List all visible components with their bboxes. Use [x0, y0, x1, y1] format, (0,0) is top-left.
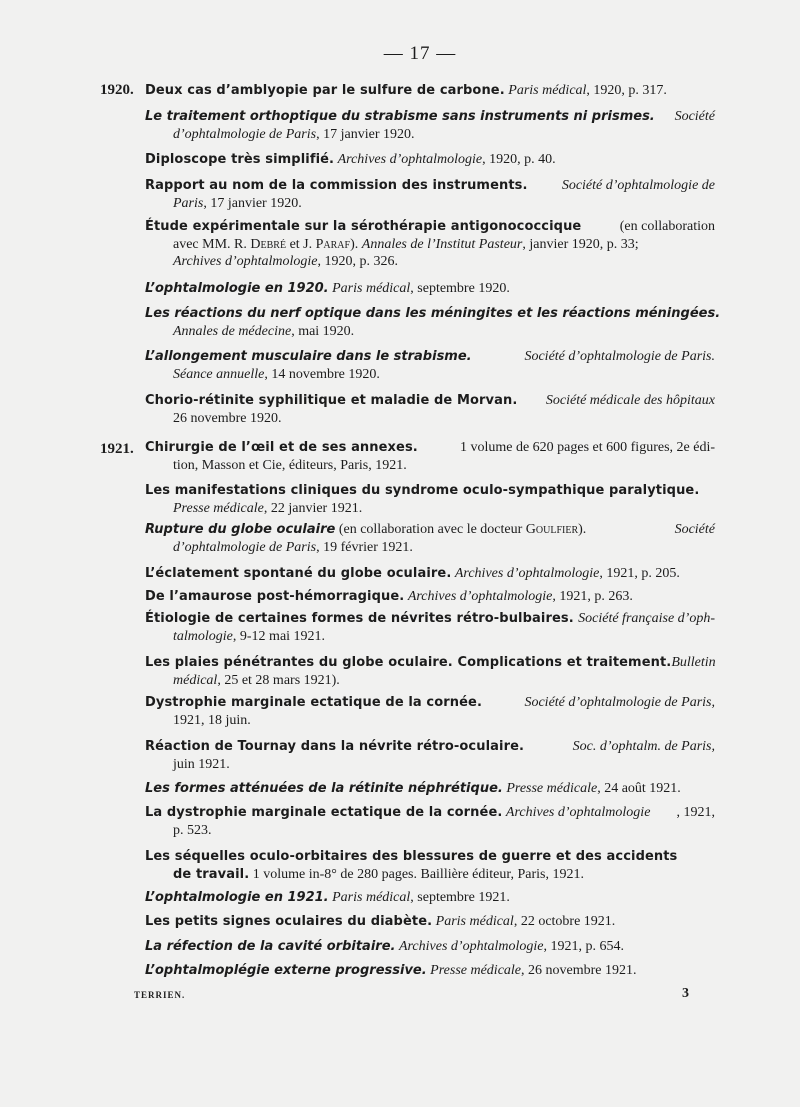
citation-detail: , 1920, p. 326.	[317, 254, 399, 269]
entry-title: L’allongement musculaire dans le strabisme.	[145, 349, 472, 364]
entry-title: Les séquelles oculo-orbitaires des blessures de guerre et des accidents	[145, 849, 678, 864]
journal-name: talmologie	[173, 628, 233, 644]
journal-name: Paris médical	[332, 281, 411, 296]
citation-detail: p. 523.	[173, 822, 212, 838]
journal-name: Presse médicale	[506, 781, 598, 796]
journal-name: Paris médical	[332, 890, 411, 905]
bib-entry	[145, 82, 715, 100]
bib-entry	[145, 938, 715, 956]
journal-name: Société	[674, 522, 715, 537]
bib-entry	[145, 738, 715, 773]
citation-detail: juin 1921.	[173, 756, 230, 772]
bib-entry	[145, 177, 715, 212]
citation-detail: , 1921, p. 654.	[543, 939, 624, 954]
entry-title: Les manifestations cliniques du syndrome oculo-sympathique paralytique.	[145, 483, 700, 498]
journal-name: médical	[173, 672, 218, 688]
citation-detail: , 26 novembre 1921.	[521, 963, 637, 978]
entry-title: Étiologie de certaines formes de névrites rétro-bulbaires.	[145, 611, 574, 626]
bib-entry	[145, 151, 715, 169]
citation-detail: , septembre 1921.	[410, 890, 510, 905]
bib-entry	[145, 962, 715, 980]
year-1920: 1920.	[100, 82, 134, 98]
citation-detail: , 25 et 28 mars 1921).	[217, 672, 340, 688]
entry-title: Les plaies pénétrantes du globe oculaire. Complications et traitement.	[145, 655, 672, 670]
sheet-signature: 3	[682, 986, 689, 1001]
journal-name: Paris médical	[508, 83, 587, 98]
citation-detail: , 14 novembre 1920.	[264, 366, 380, 382]
entry-title: Réaction de Tournay dans la névrite rétro-oculaire.	[145, 739, 525, 754]
citation-detail: , 9-12 mai 1921.	[232, 628, 326, 644]
entry-title: L’ophtalmologie en 1921.	[145, 890, 329, 905]
citation-detail: , mai 1920.	[291, 323, 355, 339]
entry-title: Dystrophie marginale ectatique de la cornée.	[145, 695, 482, 710]
citation-text: (en collaboration avec le docteur	[335, 522, 526, 537]
citation-detail: 1 volume in-8° de 280 pages. Baillière éditeur, Paris, 1921.	[249, 866, 584, 882]
entry-title: L’ophtalmoplégie externe progressive.	[145, 963, 427, 978]
citation-detail: , 19 février 1921.	[316, 539, 413, 555]
citation-detail: , janvier 1920, p. 33;	[522, 236, 639, 252]
journal-name: Archives d’ophtalmologie	[173, 254, 318, 269]
journal-name: Soc. d’ophtalm. de Paris,	[572, 739, 715, 754]
bib-entry	[145, 804, 715, 839]
entry-title: Deux cas d’amblyopie par le sulfure de carbone.	[145, 83, 505, 98]
entry-title: Les réactions du nerf optique dans les méningites et les réactions méningées.	[145, 306, 721, 321]
bib-entry	[145, 780, 715, 798]
citation-detail: , 1921, p. 205.	[599, 566, 680, 581]
bib-entry	[145, 392, 715, 427]
year-1921: 1921.	[100, 441, 134, 457]
entry-title: Étude expérimentale sur la sérothérapie antigonococcique	[145, 219, 582, 234]
bib-entry	[145, 889, 715, 907]
citation-text: ).	[578, 522, 587, 537]
citation-text: ).	[350, 236, 362, 252]
citation-text: et J.	[286, 236, 316, 252]
coauthor-name: Debré	[250, 236, 287, 252]
entry-title: de travail.	[173, 866, 250, 882]
journal-name: Société d’ophtalmologie de	[561, 178, 715, 193]
journal-name: Société	[674, 109, 715, 124]
entry-title: La dystrophie marginale ectatique de la cornée.	[145, 805, 503, 820]
journal-name: Société française d’oph-	[578, 611, 715, 626]
entry-title: Chirurgie de l’œil et de ses annexes.	[145, 440, 418, 455]
journal-name: Société d’ophtalmologie de Paris.	[524, 349, 715, 364]
citation-detail: 26 novembre 1920.	[173, 410, 282, 426]
author-signature: TERRIEN.	[134, 990, 186, 1000]
entry-title: Rupture du globe oculaire	[145, 522, 336, 537]
journal-name: Paris	[173, 195, 204, 211]
bib-entry	[145, 588, 715, 606]
entry-title: Le traitement orthoptique du strabisme sans instruments ni prismes.	[145, 109, 655, 124]
journal-name: Archives d’ophtalmologie	[398, 939, 544, 954]
citation-detail: , 17 janvier 1920.	[316, 126, 415, 142]
citation-detail: , 24 août 1921.	[597, 781, 681, 796]
citation-detail: , 1921,	[676, 805, 715, 820]
journal-name: d’ophtalmologie de Paris	[173, 539, 317, 555]
citation-detail: , 1921, p. 263.	[552, 589, 633, 604]
journal-name: Presse médicale	[430, 963, 522, 978]
citation-detail: (en collaboration	[619, 219, 715, 234]
journal-name: Archives d’ophtalmologie	[337, 152, 483, 167]
bib-entry	[145, 482, 715, 517]
citation-detail: , 1920, p. 317.	[586, 83, 667, 98]
journal-name: Archives d’ophtalmologie	[407, 589, 553, 604]
bib-entry	[145, 565, 715, 583]
bib-entry	[145, 694, 715, 729]
journal-name: Archives d’ophtalmologie	[454, 566, 600, 581]
entry-title: Chorio-rétinite syphilitique et maladie de Morvan.	[145, 393, 518, 408]
citation-detail: , 22 janvier 1921.	[263, 500, 363, 516]
bib-entry	[145, 305, 721, 340]
journal-name: Société d’ophtalmologie de Paris,	[524, 695, 715, 710]
journal-name: Paris médical	[435, 914, 514, 929]
citation-detail: tion, Masson et Cie, éditeurs, Paris, 1921.	[173, 457, 407, 473]
citation-text: avec MM. R.	[173, 236, 251, 252]
bib-entry	[145, 848, 715, 883]
bib-entry	[145, 439, 715, 474]
bib-entry	[145, 218, 715, 271]
coauthor-name: Goulfier	[525, 522, 579, 537]
journal-name: Société médicale des hôpitaux	[545, 393, 715, 408]
entry-title: Les formes atténuées de la rétinite néphrétique.	[145, 781, 503, 796]
citation-detail: 1 volume de 620 pages et 600 figures, 2e édi-	[459, 440, 715, 455]
bib-entry	[145, 654, 715, 689]
entry-title: L’éclatement spontané du globe oculaire.	[145, 566, 452, 581]
citation-detail: , septembre 1920.	[410, 281, 510, 296]
citation-detail: , 17 janvier 1920.	[203, 195, 302, 211]
citation-detail: , 22 octobre 1921.	[513, 914, 616, 929]
bib-entry	[145, 521, 715, 556]
bib-entry	[145, 610, 715, 645]
entry-title: L’ophtalmologie en 1920.	[145, 281, 329, 296]
journal-name: Bulletin	[671, 655, 716, 670]
page-number: — 17 —	[383, 43, 457, 64]
journal-name: Archives d’ophtalmologie	[505, 805, 651, 820]
citation-detail: 1921, 18 juin.	[173, 712, 251, 728]
entry-title: Les petits signes oculaires du diabète.	[145, 914, 433, 929]
bib-entry	[145, 108, 715, 143]
journal-name: d’ophtalmologie de Paris	[173, 126, 317, 142]
entry-title: La réfection de la cavité orbitaire.	[145, 939, 396, 954]
coauthor-name: Paraf	[315, 236, 351, 252]
bib-entry	[145, 348, 715, 383]
entry-title: Diploscope très simplifié.	[145, 152, 335, 167]
entry-title: De l’amaurose post-hémorragique.	[145, 589, 405, 604]
entry-title: Rapport au nom de la commission des instruments.	[145, 178, 528, 193]
journal-name: Annales de médecine	[173, 323, 292, 339]
journal-name: Séance annuelle	[173, 366, 265, 382]
bib-entry	[145, 913, 715, 931]
citation-detail: , 1920, p. 40.	[482, 152, 556, 167]
journal-name: Presse médicale	[173, 500, 264, 516]
journal-name: Annales de l’Institut Pasteur	[361, 236, 523, 252]
bib-entry	[145, 280, 715, 298]
